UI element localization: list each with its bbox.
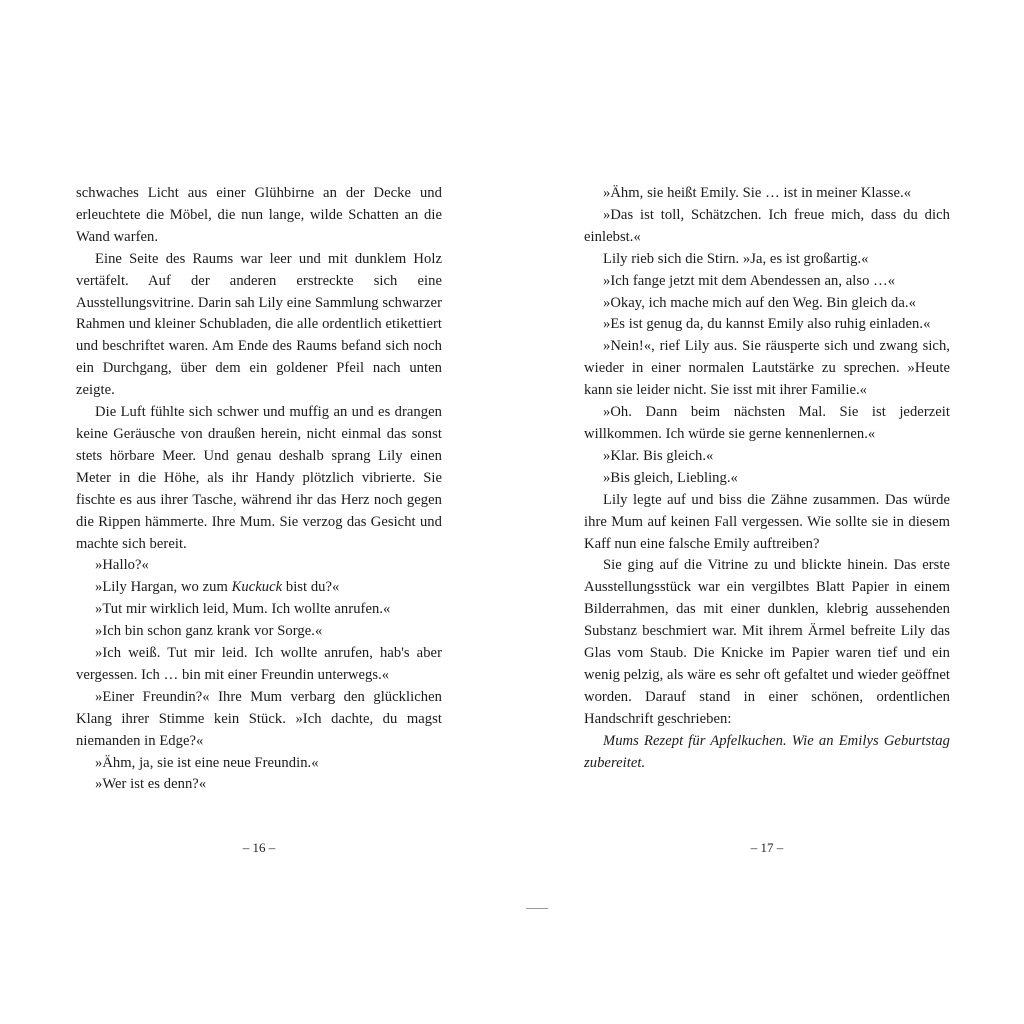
emphasized-word: Kuckuck [231, 579, 283, 596]
paragraph: Eine Seite des Raums war leer und mit dunklem Holz vertäfelt. Auf der anderen erstreckte sich eine Ausstellungsvitrine. Darin sah Lily eine Sammlung schwarzer Rahmen und kleiner Schubladen, die alle ordentlich etikettiert und beschriftet waren. Am Ende des Raums befand sich noch ein Durchgang, über dem ein goldener Pfeil nach unten zeigte. [76, 250, 442, 399]
page-number-left: – 16 – [242, 840, 276, 855]
dialogue-line: »Einer Freundin?« Ihre Mum verbarg den glücklichen Klang ihrer Stimme kein Stück. »Ich dachte, du magst niemanden in Edge?« [76, 688, 442, 749]
paragraph: Lily legte auf und biss die Zähne zusammen. Das würde ihre Mum auf keinen Fall vergessen. Wie sollte sie in diesem Kaff nun eine falsche Emily auftreiben? [584, 491, 950, 552]
paragraph: Lily rieb sich die Stirn. »Ja, es ist großartig.« [603, 250, 869, 267]
gutter-mark [526, 908, 548, 909]
dialogue-line: »Tut mir wirklich leid, Mum. Ich wollte anrufen.« [95, 601, 391, 618]
dialogue-text: »Lily Hargan, wo zum [95, 579, 232, 596]
dialogue-line: »Oh. Dann beim nächsten Mal. Sie ist jederzeit willkommen. Ich würde sie gerne kennenlernen.« [584, 404, 950, 442]
dialogue-line: »Klar. Bis gleich.« [603, 447, 714, 464]
dialogue-line: »Ich fange jetzt mit dem Abendessen an, also …« [603, 272, 896, 289]
dialogue-line: »Ähm, ja, sie ist eine neue Freundin.« [95, 754, 319, 771]
dialogue-line: »Das ist toll, Schätzchen. Ich freue mich, dass du dich einlebst.« [584, 206, 950, 245]
dialogue-line: »Bis gleich, Liebling.« [603, 469, 738, 486]
dialogue-line: »Ich weiß. Tut mir leid. Ich wollte anrufen, hab's aber vergessen. Ich … bin mit einer Freundin unterwegs.« [76, 645, 442, 683]
right-page-body [584, 183, 950, 774]
handwritten-note-text: Mums Rezept für Apfelkuchen. Wie an Emilys Geburtstag zubereitet. [584, 732, 950, 771]
left-page-body [76, 183, 442, 796]
dialogue-line: »Okay, ich mache mich auf den Weg. Bin gleich da.« [603, 294, 916, 311]
dialogue-text: bist du?« [282, 579, 340, 596]
dialogue-line: »Wer ist es denn?« [95, 776, 207, 793]
dialogue-line: »Ich bin schon ganz krank vor Sorge.« [95, 623, 323, 640]
paragraph: Sie ging auf die Vitrine zu und blickte hinein. Das erste Ausstellungsstück war ein vergilbtes Blatt Papier in einem Bilderrahmen, das mit einer dunklen, klebrig aussehenden Substanz beschmiert war. Mit ihrem Ärmel befreite Lily das Glas vom Staub. Die Knicke im Papier waren tief und ein wenig pelzig, als wäre es sehr oft gefaltet und wieder geöffnet worden. Darauf stand in einer schönen, ordentlichen Handschrift geschrieben: [584, 557, 950, 727]
paragraph: Die Luft fühlte sich schwer und muffig an und es drangen keine Geräusche von draußen herein, nicht einmal das sonst stets hörbare Meer. Und genau deshalb sprang Lily einen Meter in die Höhe, als ihr Handy plötzlich vibrierte. Sie fischte es aus ihrer Tasche, während ihr das Herz noch gegen die Rippen hämmerte. Ihre Mum. Sie verzog das Gesicht und machte sich bereit. [76, 404, 442, 552]
dialogue-line: »Ähm, sie heißt Emily. Sie … ist in meiner Klasse.« [603, 185, 912, 201]
paragraph: schwaches Licht aus einer Glühbirne an der Decke und erleuchtete die Möbel, die nun lange, wilde Schatten an die Wand warfen. [76, 185, 442, 245]
dialogue-line [76, 577, 442, 599]
dialogue-line: »Hallo?« [95, 557, 149, 574]
page-number-right: – 17 – [750, 840, 784, 855]
dialogue-line: »Es ist genug da, du kannst Emily also ruhig einladen.« [603, 316, 931, 333]
dialogue-line: »Nein!«, rief Lily aus. Sie räusperte sich und zwang sich, wieder in einer normalen Lautstärke zu sprechen. »Heute kann sie leider nicht. Sie isst mit ihrer Familie.« [584, 338, 950, 399]
